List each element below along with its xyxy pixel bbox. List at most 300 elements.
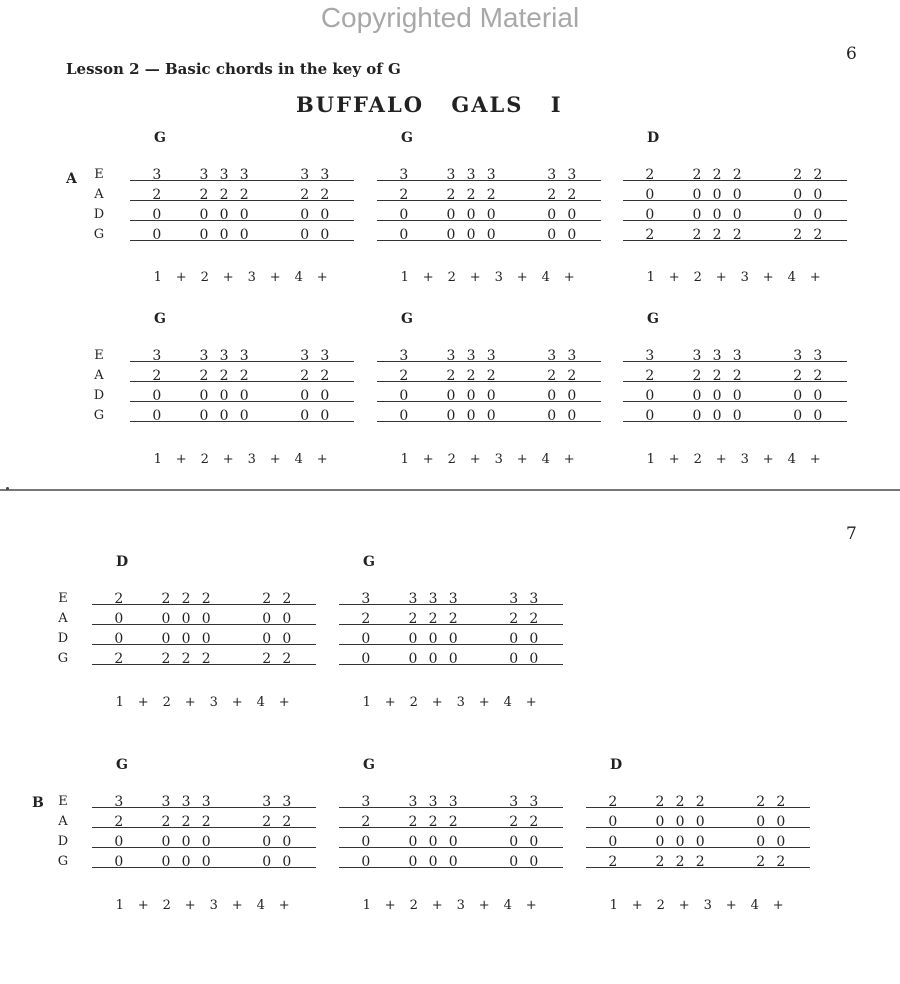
fret-number: 0: [567, 408, 577, 424]
beat-mark: 1: [153, 452, 162, 467]
fret-number: 2: [776, 794, 786, 810]
fret-number: 3: [239, 167, 249, 183]
fret-number: 0: [399, 408, 409, 424]
fret-number: 0: [152, 207, 162, 223]
fret-number: 2: [399, 187, 409, 203]
tab-measure: [377, 349, 601, 429]
fret-number: 2: [756, 854, 766, 870]
beat-mark: +: [431, 898, 443, 913]
beat-mark: +: [422, 452, 434, 467]
fret-number: 0: [262, 854, 272, 870]
fret-number: 0: [399, 388, 409, 404]
fret-number: 0: [509, 651, 519, 667]
fret-number: 3: [152, 167, 162, 183]
page-number-top: 6: [846, 44, 857, 64]
fret-number: 2: [692, 167, 702, 183]
fret-number: 2: [529, 611, 539, 627]
fret-number: 0: [282, 631, 292, 647]
fret-number: 2: [399, 368, 409, 384]
chord-symbol: D: [116, 554, 129, 570]
fret-number: 0: [448, 834, 458, 850]
fret-number: 2: [712, 227, 722, 243]
fret-number: 2: [446, 368, 456, 384]
fret-number: 0: [776, 814, 786, 830]
beat-mark: +: [516, 270, 528, 285]
beat-mark: +: [137, 898, 149, 913]
fret-number: 3: [408, 794, 418, 810]
fret-number: 2: [181, 814, 191, 830]
fret-number: 0: [645, 388, 655, 404]
fret-number: 0: [361, 651, 371, 667]
fret-number: 2: [446, 187, 456, 203]
beat-mark: 3: [740, 270, 749, 285]
beat-mark: +: [222, 270, 234, 285]
string-name-e: E: [94, 167, 104, 182]
divider-dot: [6, 487, 9, 490]
fret-number: 2: [813, 227, 823, 243]
fret-number: 0: [408, 854, 418, 870]
fret-number: 0: [152, 388, 162, 404]
beat-count: [146, 452, 334, 467]
string-name-g: G: [93, 408, 105, 423]
fret-number: 3: [181, 794, 191, 810]
fret-number: 3: [547, 167, 557, 183]
tab-measure: [377, 168, 601, 248]
fret-number: 2: [793, 227, 803, 243]
beat-mark: 4: [541, 270, 550, 285]
beat-mark: +: [678, 898, 690, 913]
beat-mark: +: [478, 898, 490, 913]
fret-number: 0: [219, 388, 229, 404]
fret-number: 2: [161, 814, 171, 830]
beat-mark: 3: [740, 452, 749, 467]
fret-number: 0: [181, 611, 191, 627]
fret-number: 3: [201, 794, 211, 810]
fret-number: 0: [813, 408, 823, 424]
beat-mark: 4: [541, 452, 550, 467]
fret-number: 2: [547, 368, 557, 384]
string-name-e: E: [94, 348, 104, 363]
fret-number: 0: [114, 611, 124, 627]
string-name-g: G: [57, 651, 69, 666]
fret-number: 2: [114, 591, 124, 607]
fret-number: 0: [529, 651, 539, 667]
beat-mark: +: [184, 898, 196, 913]
string-name-g: G: [57, 854, 69, 869]
beat-mark: 3: [209, 898, 218, 913]
beat-mark: 4: [503, 898, 512, 913]
fret-number: 2: [692, 368, 702, 384]
beat-mark: +: [762, 452, 774, 467]
beat-mark: 4: [787, 452, 796, 467]
chord-symbol: D: [610, 757, 623, 773]
fret-number: 0: [282, 834, 292, 850]
fret-number: 0: [675, 814, 685, 830]
fret-number: 3: [813, 348, 823, 364]
fret-number: 2: [756, 794, 766, 810]
fret-number: 2: [262, 651, 272, 667]
fret-number: 3: [448, 794, 458, 810]
fret-number: 2: [239, 368, 249, 384]
beat-mark: 2: [693, 270, 702, 285]
fret-number: 2: [262, 814, 272, 830]
beat-mark: +: [516, 452, 528, 467]
fret-number: 0: [547, 227, 557, 243]
fret-number: 3: [645, 348, 655, 364]
tab-measure: [130, 168, 354, 248]
fret-number: 0: [361, 854, 371, 870]
fret-number: 0: [152, 227, 162, 243]
beat-mark: +: [809, 452, 821, 467]
fret-number: 2: [509, 611, 519, 627]
fret-number: 2: [732, 167, 742, 183]
fret-number: 3: [712, 348, 722, 364]
fret-number: 2: [199, 187, 209, 203]
fret-number: 0: [509, 854, 519, 870]
beat-mark: 4: [294, 270, 303, 285]
fret-number: 0: [645, 207, 655, 223]
copyright-watermark: Copyrighted Material: [320, 2, 580, 33]
fret-number: 3: [300, 167, 310, 183]
fret-number: 0: [114, 854, 124, 870]
fret-number: 2: [509, 814, 519, 830]
beat-mark: +: [668, 452, 680, 467]
fret-number: 0: [486, 227, 496, 243]
beat-mark: +: [384, 695, 396, 710]
fret-number: 0: [201, 854, 211, 870]
fret-number: 0: [448, 631, 458, 647]
beat-count: [108, 898, 296, 913]
fret-number: 0: [161, 834, 171, 850]
string-name-a: A: [94, 187, 104, 202]
fret-number: 2: [645, 368, 655, 384]
beat-mark: 2: [162, 898, 171, 913]
fret-number: 3: [732, 348, 742, 364]
fret-number: 2: [161, 591, 171, 607]
fret-number: 2: [282, 814, 292, 830]
beat-mark: 1: [153, 270, 162, 285]
fret-number: 3: [466, 167, 476, 183]
beat-mark: +: [772, 898, 784, 913]
page-divider: [0, 489, 900, 491]
fret-number: 2: [201, 591, 211, 607]
beat-mark: 2: [200, 452, 209, 467]
fret-number: 3: [446, 167, 456, 183]
fret-number: 0: [529, 854, 539, 870]
beat-mark: 4: [256, 695, 265, 710]
fret-number: 0: [161, 631, 171, 647]
beat-mark: +: [563, 270, 575, 285]
fret-number: 0: [320, 388, 330, 404]
beat-mark: +: [469, 452, 481, 467]
beat-mark: 3: [456, 695, 465, 710]
fret-number: 3: [320, 348, 330, 364]
fret-number: 0: [567, 227, 577, 243]
fret-number: 2: [813, 167, 823, 183]
fret-number: 2: [201, 651, 211, 667]
chord-symbol: G: [363, 757, 375, 773]
beat-count: [393, 270, 581, 285]
fret-number: 0: [529, 631, 539, 647]
beat-mark: +: [725, 898, 737, 913]
fret-number: 0: [466, 227, 476, 243]
tab-measure: [92, 592, 316, 672]
fret-number: 3: [282, 794, 292, 810]
beat-count: [639, 270, 827, 285]
fret-number: 0: [655, 814, 665, 830]
fret-number: 2: [486, 368, 496, 384]
fret-number: 0: [428, 834, 438, 850]
fret-number: 0: [239, 207, 249, 223]
fret-number: 0: [320, 207, 330, 223]
fret-number: 2: [675, 854, 685, 870]
fret-number: 2: [361, 611, 371, 627]
fret-number: 0: [732, 207, 742, 223]
beat-mark: 1: [609, 898, 618, 913]
fret-number: 0: [201, 631, 211, 647]
fret-number: 3: [509, 591, 519, 607]
fret-number: 2: [361, 814, 371, 830]
fret-number: 0: [239, 388, 249, 404]
fret-number: 2: [300, 368, 310, 384]
section-label-a: A: [66, 171, 77, 187]
fret-number: 0: [408, 834, 418, 850]
fret-number: 0: [114, 834, 124, 850]
beat-mark: +: [384, 898, 396, 913]
fret-number: 0: [446, 227, 456, 243]
beat-mark: +: [431, 695, 443, 710]
fret-number: 3: [239, 348, 249, 364]
fret-number: 0: [408, 651, 418, 667]
fret-number: 0: [262, 611, 272, 627]
beat-mark: +: [316, 452, 328, 467]
fret-number: 0: [793, 187, 803, 203]
fret-number: 0: [408, 631, 418, 647]
fret-number: 2: [282, 591, 292, 607]
fret-number: 0: [399, 227, 409, 243]
page-number-bottom: 7: [846, 524, 857, 544]
beat-count: [639, 452, 827, 467]
beat-count: [108, 695, 296, 710]
string-name-d: D: [93, 388, 105, 403]
beat-mark: 2: [656, 898, 665, 913]
string-name-e: E: [58, 591, 68, 606]
fret-number: 0: [428, 651, 438, 667]
chord-symbol: G: [154, 311, 166, 327]
chord-symbol: G: [363, 554, 375, 570]
fret-number: 0: [547, 388, 557, 404]
fret-number: 0: [361, 631, 371, 647]
fret-number: 3: [199, 348, 209, 364]
fret-number: 2: [428, 611, 438, 627]
string-name-g: G: [93, 227, 105, 242]
beat-count: [355, 695, 543, 710]
fret-number: 0: [446, 388, 456, 404]
fret-number: 0: [446, 207, 456, 223]
fret-number: 3: [399, 167, 409, 183]
fret-number: 0: [466, 408, 476, 424]
fret-number: 2: [201, 814, 211, 830]
song-title: BUFFALO GALS I: [296, 92, 563, 117]
beat-mark: 1: [646, 270, 655, 285]
fret-number: 2: [608, 794, 618, 810]
beat-count: [355, 898, 543, 913]
fret-number: 2: [199, 368, 209, 384]
beat-mark: 3: [247, 452, 256, 467]
tab-measure: [92, 795, 316, 875]
beat-mark: +: [269, 452, 281, 467]
fret-number: 0: [181, 834, 191, 850]
beat-mark: +: [809, 270, 821, 285]
fret-number: 0: [695, 834, 705, 850]
fret-number: 0: [219, 408, 229, 424]
fret-number: 0: [732, 408, 742, 424]
chord-symbol: G: [401, 130, 413, 146]
fret-number: 2: [567, 187, 577, 203]
beat-mark: 3: [494, 452, 503, 467]
fret-number: 0: [320, 227, 330, 243]
fret-number: 0: [813, 187, 823, 203]
beat-mark: 2: [447, 270, 456, 285]
fret-number: 2: [712, 368, 722, 384]
fret-number: 0: [466, 207, 476, 223]
fret-number: 0: [181, 631, 191, 647]
tab-measure: [586, 795, 810, 875]
fret-number: 3: [529, 591, 539, 607]
fret-number: 0: [320, 408, 330, 424]
fret-number: 2: [712, 167, 722, 183]
fret-number: 2: [776, 854, 786, 870]
chord-symbol: G: [401, 311, 413, 327]
beat-mark: 4: [750, 898, 759, 913]
fret-number: 2: [152, 368, 162, 384]
beat-mark: 2: [447, 452, 456, 467]
fret-number: 0: [282, 611, 292, 627]
fret-number: 0: [486, 408, 496, 424]
fret-number: 2: [114, 814, 124, 830]
fret-number: 0: [675, 834, 685, 850]
beat-mark: 3: [209, 695, 218, 710]
chord-symbol: D: [647, 130, 660, 146]
fret-number: 0: [692, 408, 702, 424]
fret-number: 3: [161, 794, 171, 810]
fret-number: 3: [486, 348, 496, 364]
fret-number: 0: [219, 207, 229, 223]
string-name-a: A: [94, 368, 104, 383]
fret-number: 0: [399, 207, 409, 223]
fret-number: 2: [645, 227, 655, 243]
beat-mark: +: [231, 898, 243, 913]
fret-number: 3: [262, 794, 272, 810]
fret-number: 0: [756, 834, 766, 850]
fret-number: 0: [199, 408, 209, 424]
fret-number: 0: [300, 227, 310, 243]
fret-number: 0: [361, 834, 371, 850]
fret-number: 0: [547, 207, 557, 223]
beat-mark: +: [525, 898, 537, 913]
fret-number: 3: [547, 348, 557, 364]
beat-mark: 4: [503, 695, 512, 710]
fret-number: 2: [529, 814, 539, 830]
fret-number: 2: [282, 651, 292, 667]
fret-number: 2: [695, 794, 705, 810]
fret-number: 2: [466, 187, 476, 203]
beat-mark: 1: [646, 452, 655, 467]
fret-number: 0: [300, 207, 310, 223]
fret-number: 2: [219, 368, 229, 384]
fret-number: 0: [199, 207, 209, 223]
fret-number: 2: [655, 854, 665, 870]
fret-number: 0: [655, 834, 665, 850]
fret-number: 0: [262, 834, 272, 850]
fret-number: 0: [219, 227, 229, 243]
fret-number: 3: [300, 348, 310, 364]
fret-number: 0: [428, 854, 438, 870]
beat-mark: +: [175, 270, 187, 285]
beat-count: [393, 452, 581, 467]
chord-symbol: G: [647, 311, 659, 327]
fret-number: 0: [300, 408, 310, 424]
fret-number: 2: [645, 167, 655, 183]
fret-number: 0: [509, 834, 519, 850]
fret-number: 3: [320, 167, 330, 183]
fret-number: 3: [199, 167, 209, 183]
beat-count: [602, 898, 790, 913]
beat-mark: 2: [693, 452, 702, 467]
beat-mark: 4: [787, 270, 796, 285]
fret-number: 0: [756, 814, 766, 830]
fret-number: 3: [692, 348, 702, 364]
fret-number: 2: [466, 368, 476, 384]
fret-number: 0: [428, 631, 438, 647]
beat-count: [146, 270, 334, 285]
fret-number: 2: [655, 794, 665, 810]
fret-number: 0: [239, 227, 249, 243]
fret-number: 0: [152, 408, 162, 424]
beat-mark: +: [175, 452, 187, 467]
beat-mark: +: [184, 695, 196, 710]
fret-number: 2: [732, 227, 742, 243]
fret-number: 2: [181, 651, 191, 667]
fret-number: 2: [448, 611, 458, 627]
beat-mark: 3: [703, 898, 712, 913]
fret-number: 0: [776, 834, 786, 850]
fret-number: 0: [793, 207, 803, 223]
beat-mark: 4: [294, 452, 303, 467]
beat-mark: 2: [162, 695, 171, 710]
beat-mark: 3: [247, 270, 256, 285]
fret-number: 0: [712, 187, 722, 203]
fret-number: 3: [114, 794, 124, 810]
fret-number: 0: [300, 388, 310, 404]
beat-mark: 2: [409, 898, 418, 913]
beat-mark: 3: [456, 898, 465, 913]
fret-number: 3: [361, 591, 371, 607]
fret-number: 3: [446, 348, 456, 364]
beat-mark: +: [316, 270, 328, 285]
fret-number: 3: [567, 348, 577, 364]
section-label-b: B: [32, 795, 44, 811]
fret-number: 0: [114, 631, 124, 647]
beat-mark: 1: [362, 695, 371, 710]
fret-number: 2: [152, 187, 162, 203]
fret-number: 2: [181, 591, 191, 607]
fret-number: 3: [793, 348, 803, 364]
string-name-d: D: [93, 207, 105, 222]
fret-number: 0: [608, 834, 618, 850]
fret-number: 2: [239, 187, 249, 203]
beat-mark: 1: [115, 898, 124, 913]
